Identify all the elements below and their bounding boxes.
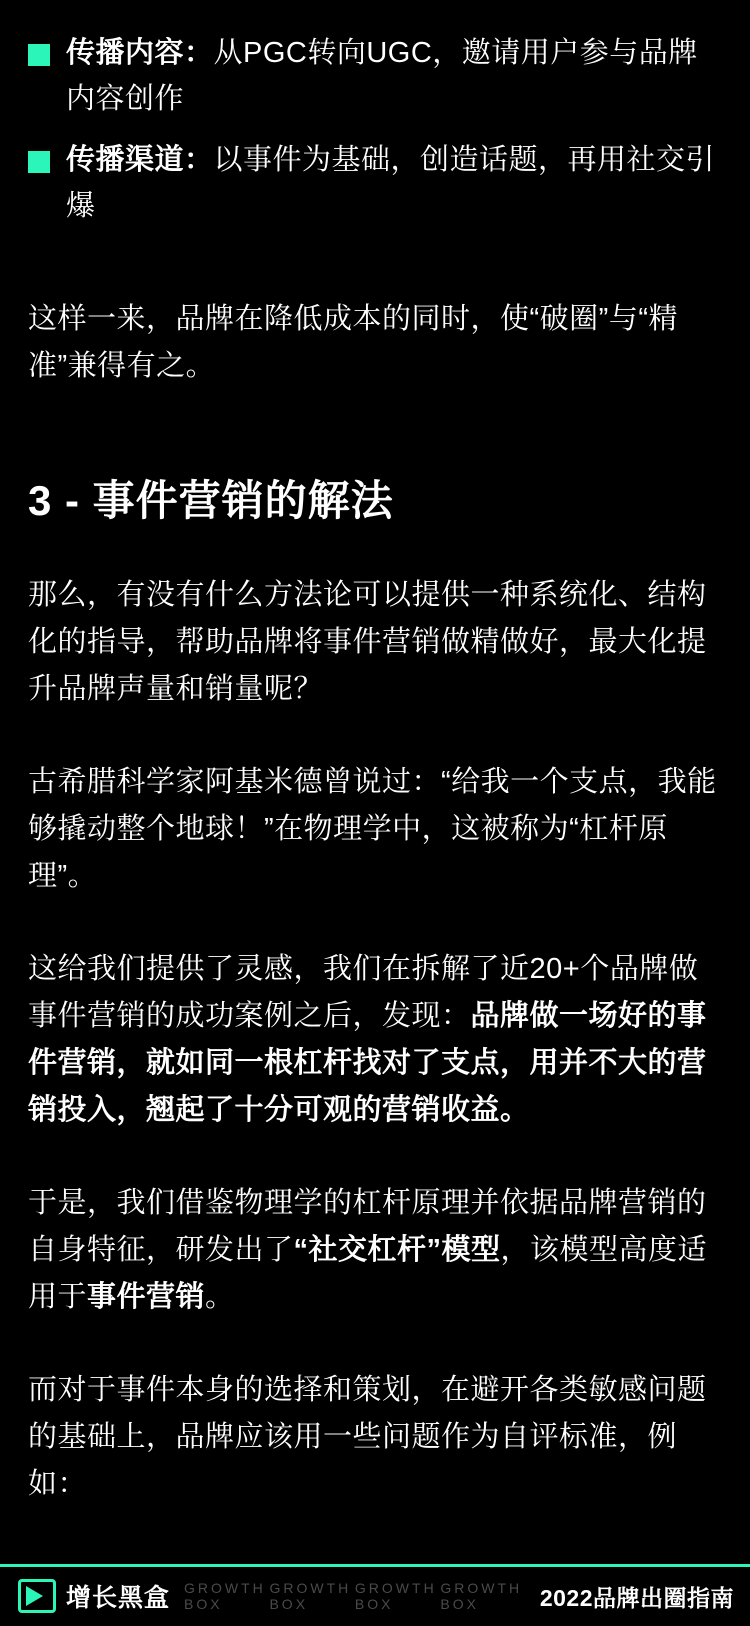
paragraph-inspiration (28, 946, 722, 1134)
bullet-item-rest: 从PGC转向UGC，邀请用户参与品牌内容创作 (66, 37, 698, 116)
bullet-item-text (66, 137, 722, 230)
paragraph-text-normal: 这给我们提供了灵感，我们在拆解了近20+个品牌做事件营销的成功案例之后，发现： (28, 952, 699, 1032)
footer-bar (0, 1564, 750, 1626)
bullet-item-term: 传播渠道： (66, 143, 214, 176)
square-bullet-icon (28, 44, 50, 66)
paragraph-model (28, 1180, 722, 1321)
paragraph-question: 那么，有没有什么方法论可以提供一种系统化、结构化的指导，帮助品牌将事件营销做精做好，最大化提升品牌声量和销量呢？ (28, 579, 707, 706)
watermark-text: GROWTH BOX (184, 1580, 266, 1613)
paragraph-criteria: 而对于事件本身的选择和策划，在避开各类敏感问题的基础上，品牌应该用一些问题作为自评标准，例如： (28, 1373, 707, 1500)
paragraph-text-normal: 于是，我们借鉴物理学的杠杆原理并依据品牌营销的自身特征，研发出了 (28, 1186, 707, 1266)
paragraph-text-bold: 品牌做一场好的事件营销，就如同一根杠杆找对了支点，用并不大的营销投入，翘起了十分可观的营销收益。 (28, 999, 707, 1126)
paragraph-text-bold: “社交杠杆”模型 (293, 1233, 501, 1266)
brand-name: 增长黑盒 (66, 1584, 171, 1613)
square-bullet-icon (28, 151, 50, 173)
section-heading: 3 - 事件营销的解法 (28, 476, 394, 524)
play-box-icon (18, 1579, 56, 1613)
bullet-item-text (66, 30, 722, 123)
bullet-list (28, 30, 722, 230)
watermark-strip (170, 1580, 540, 1612)
watermark-text: GROWTH BOX (269, 1580, 352, 1613)
spacer (28, 244, 722, 296)
paragraph-archimedes: 古希腊科学家阿基米德曾说过：“给我一个支点，我能够撬动整个地球！”在物理学中，这被称为“杠杆原理”。 (28, 766, 717, 892)
list-item (28, 137, 722, 230)
paragraph-summary: 这样一来，品牌在降低成本的同时，使“破圈”与“精准”兼得有之。 (28, 302, 678, 382)
footer-title: 2022品牌出圈指南 (539, 1584, 734, 1611)
list-item (28, 30, 722, 123)
watermark-text: GROWTH BOX (354, 1580, 437, 1613)
paragraph-text-normal: ，该模型高度适用于 (28, 1233, 708, 1313)
paragraph-text-normal: 。 (205, 1280, 235, 1313)
watermark-text: GROWTH BOX (440, 1580, 523, 1613)
bullet-item-term: 传播内容： (66, 37, 214, 69)
paragraph-text-bold: 事件营销 (87, 1280, 206, 1313)
brand-logo (18, 1578, 170, 1614)
bullet-item-rest: 以事件为基础，创造话题，再用社交引爆 (66, 143, 716, 223)
spacer (28, 436, 722, 474)
